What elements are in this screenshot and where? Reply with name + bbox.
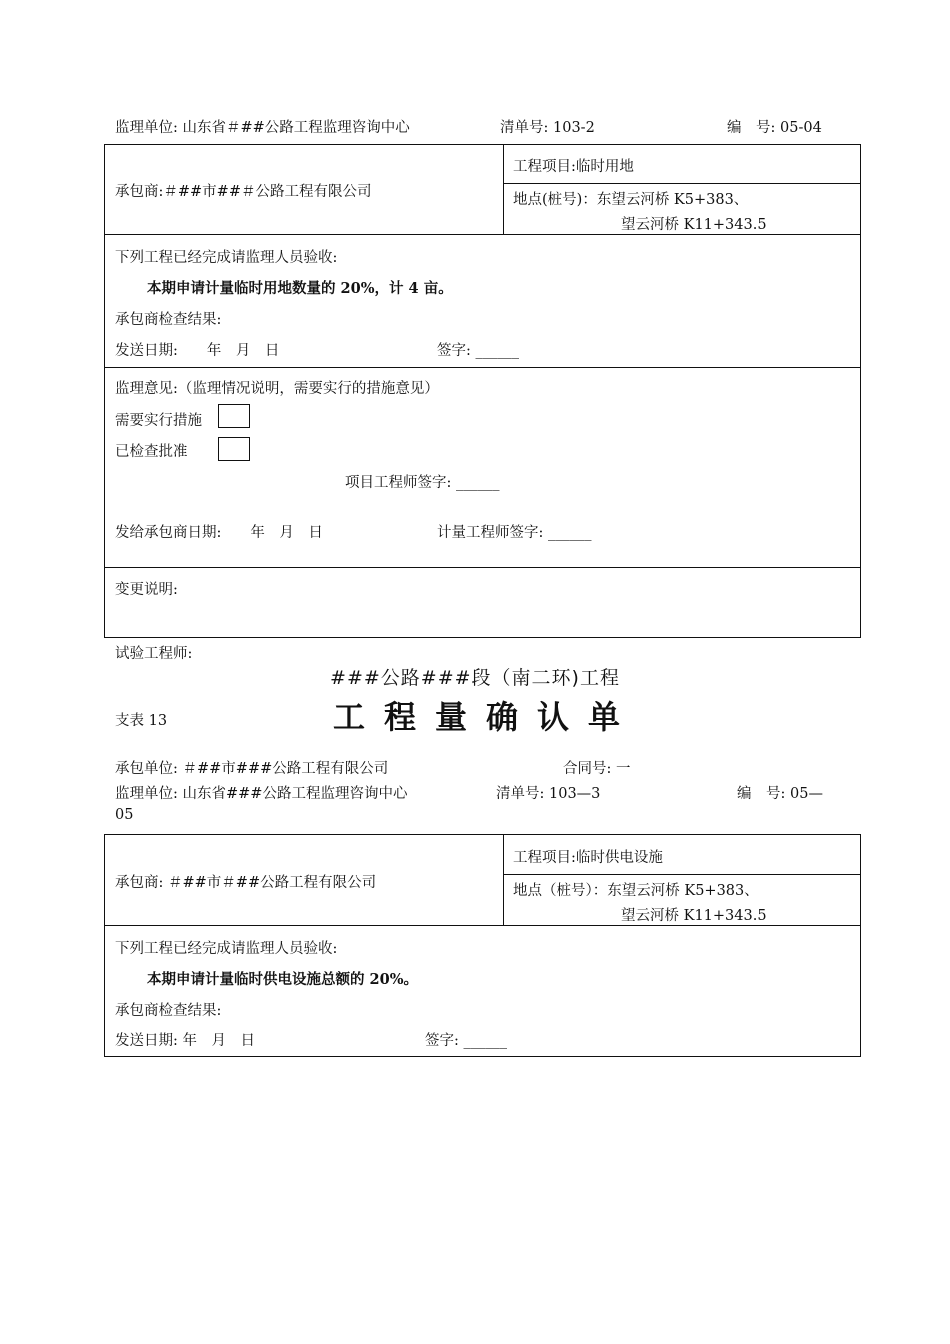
contract-number: 合同号: 一	[563, 761, 631, 777]
need-measures-label: 需要实行措施	[115, 413, 202, 429]
checked-approved-checkbox[interactable]	[218, 437, 250, 461]
location-2-line1: 地点（桩号）：东望云河桥 K5+383、	[513, 883, 759, 899]
page-title-line1: ###公路###段（南二环)工程	[330, 667, 620, 689]
project-item-2: 工程项目:临时供电设施	[513, 850, 663, 866]
issue-date: 发给承包商日期: 年 月 日	[115, 525, 323, 541]
contractor-2: 承包商: ＃##市＃##公路工程有限公司	[115, 875, 377, 891]
page-title-line2: 工程量确认单	[333, 698, 640, 736]
check-result-2: 承包商检查结果:	[115, 1003, 222, 1019]
signature-2: 签字: ______	[425, 1033, 507, 1049]
supervisor-unit-2: 监理单位: 山东省###公路工程监理咨询中心	[115, 786, 408, 802]
completed-text: 下列工程已经完成请监理人员验收:	[115, 250, 338, 266]
metering-engineer-signature: 计量工程师签字: ______	[437, 525, 592, 541]
change-note: 变更说明:	[115, 582, 178, 598]
send-date-2: 发送日期: 年 月 日	[115, 1033, 255, 1049]
list-number-2: 清单号: 103—3	[496, 786, 601, 802]
supervisor-unit: 监理单位: 山东省＃##公路工程监理咨询中心	[115, 120, 410, 136]
supervisor-opinion: 监理意见:（监理情况说明，需要实行的措施意见）	[115, 381, 439, 397]
checked-approved-label: 已检查批准	[115, 444, 188, 460]
signature: 签字: ______	[437, 343, 519, 359]
need-measures-checkbox[interactable]	[218, 404, 250, 428]
request-text: 本期申请计量临时用地数量的 20%，计 4 亩。	[147, 280, 453, 297]
appendix-label: 支表 13	[115, 713, 168, 729]
test-engineer: 试验工程师:	[115, 646, 193, 662]
form-number: 编 号: 05-04	[727, 120, 822, 136]
form-number-2: 编 号: 05—	[737, 786, 823, 802]
form-number-2-cont: 05	[115, 807, 134, 823]
location-line2: 望云河桥 K11+343.5	[621, 217, 767, 233]
contractor-unit: 承包单位: ＃##市###公路工程有限公司	[115, 761, 389, 777]
project-item: 工程项目:临时用地	[513, 159, 634, 175]
location-2-line2: 望云河桥 K11+343.5	[621, 908, 767, 924]
location-line1: 地点(桩号)：东望云河桥 K5+383、	[513, 192, 749, 208]
completed-text-2: 下列工程已经完成请监理人员验收:	[115, 941, 338, 957]
project-engineer-signature: 项目工程师签字: ______	[345, 475, 500, 491]
list-number: 清单号: 103-2	[500, 120, 595, 136]
send-date: 发送日期: 年 月 日	[115, 343, 280, 359]
contractor: 承包商:＃##市##＃公路工程有限公司	[115, 184, 372, 200]
request-text-2: 本期申请计量临时供电设施总额的 20%。	[147, 971, 419, 988]
check-result: 承包商检查结果:	[115, 312, 222, 328]
